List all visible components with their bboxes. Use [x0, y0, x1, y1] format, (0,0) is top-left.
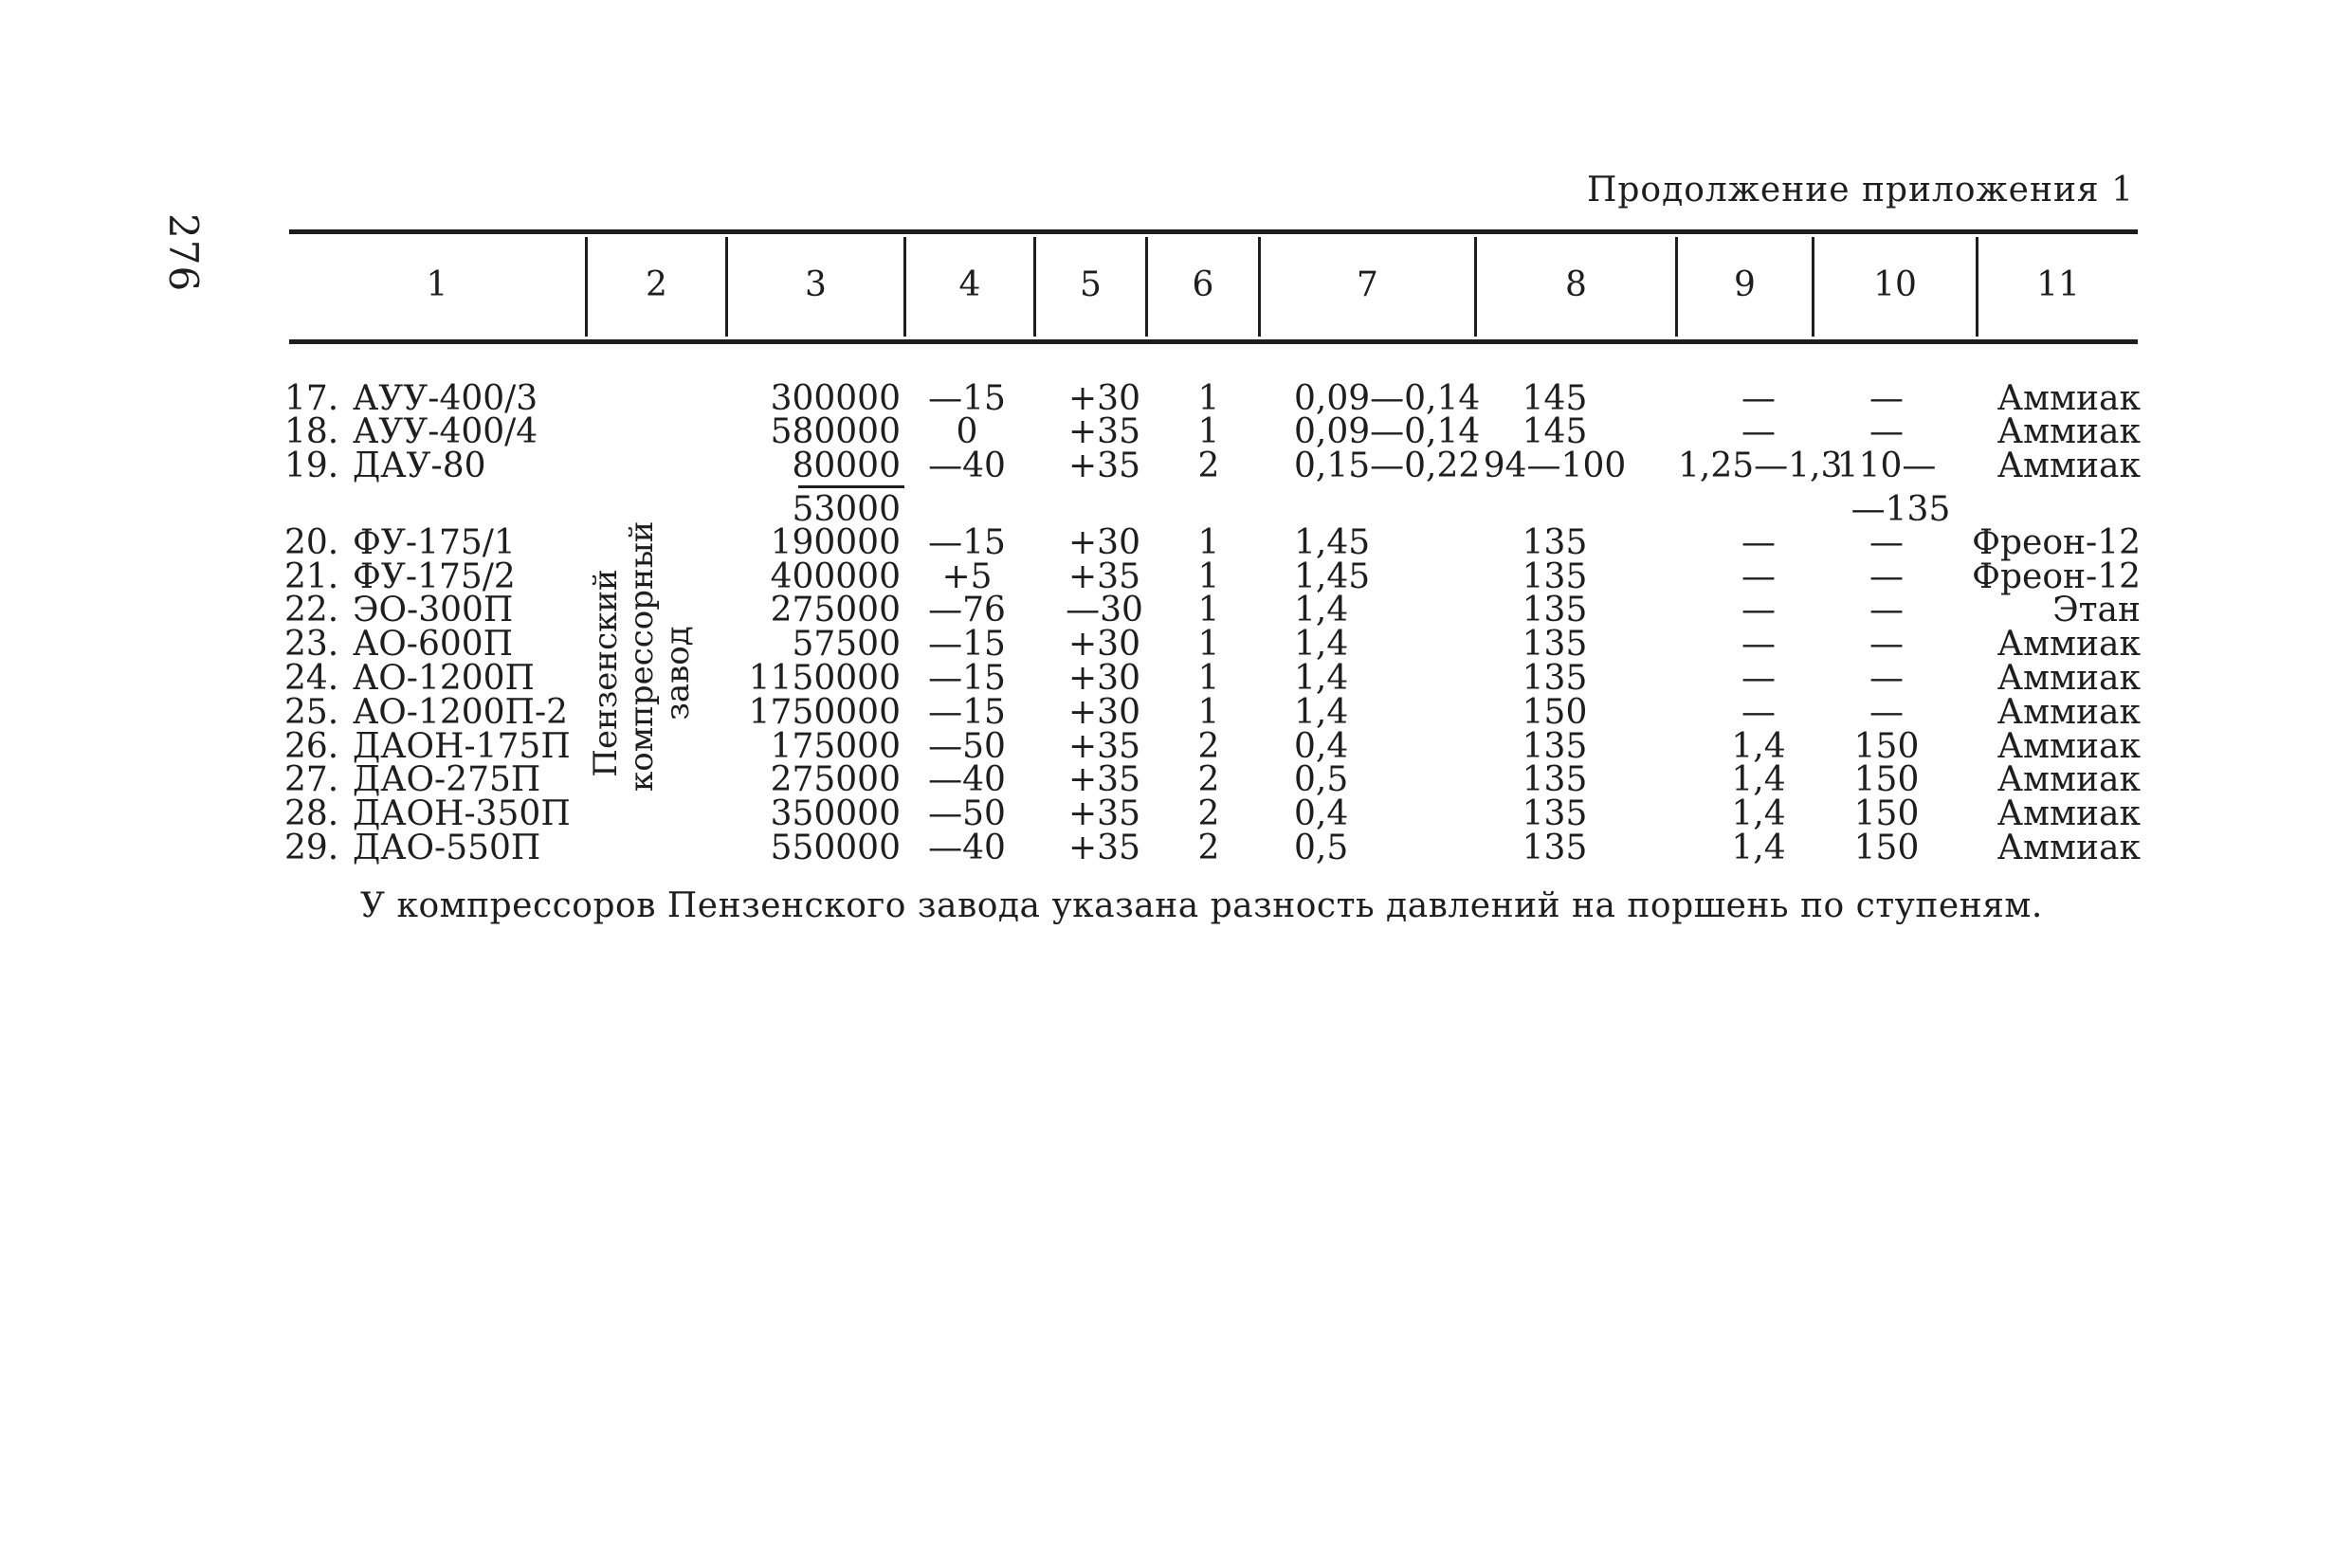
refrigerant: Аммиак: [1996, 727, 2141, 766]
stage-count: 1: [1197, 523, 1220, 562]
refrigerant: Аммиак: [1996, 412, 2141, 451]
pressure-value: 0,15—0,22: [1294, 447, 1481, 485]
column-9-value: —: [1741, 693, 1776, 732]
evaporation-temperature: —15: [928, 659, 1006, 698]
pressure-value: 1,4: [1294, 659, 1349, 698]
pressure-value: 1,4: [1294, 625, 1349, 664]
stage-count: 1: [1197, 412, 1220, 451]
column-9-value: 1,4: [1731, 760, 1786, 799]
refrigerant: Фреон-12: [1972, 557, 2141, 596]
manufacturer-line-3: завод: [659, 626, 697, 720]
header-cell-1: 1: [426, 265, 448, 304]
refrigerant: Этан: [2052, 591, 2141, 629]
header-cell-11: 11: [2036, 265, 2080, 304]
table-row: [0, 659, 2352, 698]
column-9-value: —: [1741, 591, 1776, 629]
column-10-value: 150: [1853, 760, 1920, 799]
condensation-temperature: +30: [1068, 693, 1140, 732]
header-cell-2: 2: [646, 265, 667, 304]
column-9-value: 1,4: [1731, 794, 1786, 833]
condensation-temperature: +30: [1068, 625, 1140, 664]
column-8-value: 94—100: [1483, 447, 1627, 485]
column-8-value: 135: [1522, 760, 1588, 799]
header-cell-4: 4: [958, 265, 981, 304]
table-row: [0, 727, 2352, 766]
table-row: [0, 794, 2352, 833]
stage-count: 1: [1197, 591, 1220, 629]
pressure-value: 0,5: [1294, 829, 1349, 867]
page-number: 276: [160, 213, 207, 293]
condensation-temperature: +35: [1068, 557, 1140, 596]
manufacturer-label-text: [587, 520, 697, 792]
condensation-temperature: +35: [1068, 829, 1140, 867]
capacity-value: 300000: [770, 379, 901, 418]
evaporation-temperature: +5: [941, 557, 993, 596]
header-cell-6: 6: [1192, 265, 1214, 304]
column-9-value: —: [1741, 412, 1776, 451]
column-10-value: —: [1869, 412, 1904, 451]
condensation-temperature: +35: [1068, 794, 1140, 833]
column-8-value: 145: [1522, 412, 1588, 451]
evaporation-temperature: —50: [928, 727, 1006, 766]
refrigerant: Аммиак: [1996, 794, 2141, 833]
column-10-value: —: [1869, 591, 1904, 629]
refrigerant: Аммиак: [1996, 447, 2141, 485]
pressure-value: 0,09—0,14: [1294, 379, 1481, 418]
capacity-second-value: 53000: [792, 490, 901, 529]
evaporation-temperature: —40: [928, 760, 1006, 799]
column-8-value: 135: [1522, 794, 1588, 833]
evaporation-temperature: —76: [928, 591, 1006, 629]
condensation-temperature: +35: [1068, 447, 1140, 485]
header-rule-top: [289, 229, 2138, 234]
stage-count: 1: [1197, 693, 1220, 732]
column-9-value: —: [1741, 523, 1776, 562]
refrigerant: Аммиак: [1996, 760, 2141, 799]
column-8-value: 135: [1522, 625, 1588, 664]
stage-count: 1: [1197, 557, 1220, 596]
model-name: ДАОН-350П: [353, 794, 571, 833]
capacity-value: 400000: [770, 557, 901, 596]
table-row: [0, 831, 2352, 866]
condensation-temperature: +30: [1068, 379, 1140, 418]
column-9-value: —: [1741, 659, 1776, 698]
manufacturer-line-2: компрессорный: [623, 520, 661, 792]
capacity-value: 275000: [770, 591, 901, 629]
model-name: ФУ-175/2: [353, 557, 516, 596]
header-cell-5: 5: [1080, 265, 1102, 304]
model-name: АО-1200П-2: [353, 693, 569, 732]
evaporation-temperature: —15: [928, 379, 1006, 418]
stage-count: 1: [1197, 379, 1220, 418]
column-9-value: —: [1741, 379, 1776, 418]
footnote: У компрессоров Пензенского завода указана разность давлений на поршень по ступеням.: [360, 886, 2043, 925]
capacity-value: 175000: [770, 727, 901, 766]
row-number: 27.: [284, 760, 339, 799]
column-8-value: 135: [1522, 591, 1588, 629]
capacity-underline: [798, 485, 904, 488]
capacity-value: 550000: [770, 829, 901, 867]
condensation-temperature: +35: [1068, 412, 1140, 451]
column-10-value: —: [1869, 379, 1904, 418]
stage-count: 2: [1197, 760, 1220, 799]
column-9-value: —: [1741, 625, 1776, 664]
table-row: [0, 760, 2352, 799]
condensation-temperature: +35: [1068, 727, 1140, 766]
continuation-caption: Продолжение приложения 1: [1586, 171, 2134, 210]
row-number: 22.: [284, 591, 339, 629]
header-cell-9: 9: [1734, 265, 1756, 304]
header-cell-7: 7: [1357, 265, 1378, 304]
pressure-value: 1,45: [1294, 523, 1371, 562]
row-number: 29.: [284, 829, 339, 867]
evaporation-temperature: —40: [928, 829, 1006, 867]
refrigerant: Аммиак: [1996, 693, 2141, 732]
capacity-value: 1750000: [748, 693, 901, 732]
column-8-value: 135: [1522, 557, 1588, 596]
evaporation-temperature: —50: [928, 794, 1006, 833]
column-9-value: 1,4: [1731, 727, 1786, 766]
column-10-value: —: [1869, 625, 1904, 664]
evaporation-temperature: —40: [928, 447, 1006, 485]
stage-count: 2: [1197, 727, 1220, 766]
row-number: 20.: [284, 523, 339, 562]
column-8-value: 145: [1522, 379, 1588, 418]
column-9-value: 1,4: [1731, 829, 1786, 867]
pressure-value: 1,45: [1294, 557, 1371, 596]
pressure-value: 0,09—0,14: [1294, 412, 1481, 451]
table-row: [0, 625, 2352, 664]
model-name: ДАОН-175П: [353, 727, 571, 766]
column-10-value: —: [1869, 693, 1904, 732]
row-number: 26.: [284, 727, 339, 766]
table-row: [0, 412, 2352, 451]
capacity-value: 57500: [792, 625, 901, 664]
evaporation-temperature: —15: [928, 523, 1006, 562]
stage-count: 2: [1197, 447, 1220, 485]
evaporation-temperature: —15: [928, 625, 1006, 664]
row-number: 21.: [284, 557, 339, 596]
header-cell-8: 8: [1565, 265, 1587, 304]
condensation-temperature: +35: [1068, 760, 1140, 799]
refrigerant: Аммиак: [1996, 829, 2141, 867]
pressure-value: 1,4: [1294, 591, 1349, 629]
row-number: 17.: [284, 379, 339, 418]
table-row: [0, 557, 2352, 596]
condensation-temperature: —30: [1066, 591, 1143, 629]
column-10-value: —: [1869, 659, 1904, 698]
capacity-value: 80000: [792, 447, 901, 485]
model-name: АУУ-400/4: [353, 412, 538, 451]
column-10-continuation: —135: [1851, 490, 1951, 529]
evaporation-temperature: —15: [928, 693, 1006, 732]
model-name: ДАУ-80: [353, 447, 486, 485]
row-number: 25.: [284, 693, 339, 732]
refrigerant: Аммиак: [1996, 625, 2141, 664]
refrigerant: Фреон-12: [1972, 523, 2141, 562]
capacity-value: 350000: [770, 794, 901, 833]
table-row: [0, 593, 2352, 628]
table-row: [0, 449, 2352, 483]
capacity-value: 190000: [770, 523, 901, 562]
model-name: ДАО-550П: [353, 829, 541, 867]
table-row: [0, 693, 2352, 732]
column-8-value: 135: [1522, 523, 1588, 562]
row-number: 23.: [284, 625, 339, 664]
condensation-temperature: +30: [1068, 523, 1140, 562]
table-row: [0, 523, 2352, 562]
header-rule-bottom: [289, 339, 2138, 344]
refrigerant: Аммиак: [1996, 659, 2141, 698]
column-8-value: 135: [1522, 829, 1588, 867]
model-name: ДАО-275П: [353, 760, 541, 799]
column-9-value: 1,25—1,3: [1678, 447, 1843, 485]
capacity-value: 580000: [770, 412, 901, 451]
model-name: АУУ-400/3: [353, 379, 538, 418]
model-name: ФУ-175/1: [353, 523, 516, 562]
model-name: ЭО-300П: [353, 591, 514, 629]
column-8-value: 135: [1522, 727, 1588, 766]
manufacturer-label: [587, 520, 697, 792]
row-number: 28.: [284, 794, 339, 833]
evaporation-temperature: 0: [956, 412, 978, 451]
column-10-value: 150: [1853, 794, 1920, 833]
stage-count: 2: [1197, 794, 1220, 833]
column-8-value: 135: [1522, 659, 1588, 698]
table-row: [0, 379, 2352, 418]
column-10-value: 150: [1853, 727, 1920, 766]
condensation-temperature: +30: [1068, 659, 1140, 698]
model-name: АО-600П: [353, 625, 514, 664]
column-10-value: —: [1869, 523, 1904, 562]
column-10-value: —: [1869, 557, 1904, 596]
header-cell-10: 10: [1873, 265, 1917, 304]
row-number: 24.: [284, 659, 339, 698]
column-8-value: 150: [1522, 693, 1588, 732]
refrigerant: Аммиак: [1996, 379, 2141, 418]
stage-count: 1: [1197, 625, 1220, 664]
pressure-value: 0,4: [1294, 794, 1349, 833]
pressure-value: 1,4: [1294, 693, 1349, 732]
capacity-value: 275000: [770, 760, 901, 799]
capacity-value: 1150000: [748, 659, 901, 698]
header-cell-3: 3: [805, 265, 827, 304]
column-9-value: —: [1741, 557, 1776, 596]
pressure-value: 0,4: [1294, 727, 1349, 766]
manufacturer-line-1: Пензенский: [587, 569, 625, 777]
stage-count: 2: [1197, 829, 1220, 867]
model-name: АО-1200П: [353, 659, 535, 698]
column-10-value: 150: [1853, 829, 1920, 867]
row-number: 18.: [284, 412, 339, 451]
stage-count: 1: [1197, 659, 1220, 698]
row-number: 19.: [284, 447, 339, 485]
column-10-value: 110—: [1836, 447, 1937, 485]
pressure-value: 0,5: [1294, 760, 1349, 799]
